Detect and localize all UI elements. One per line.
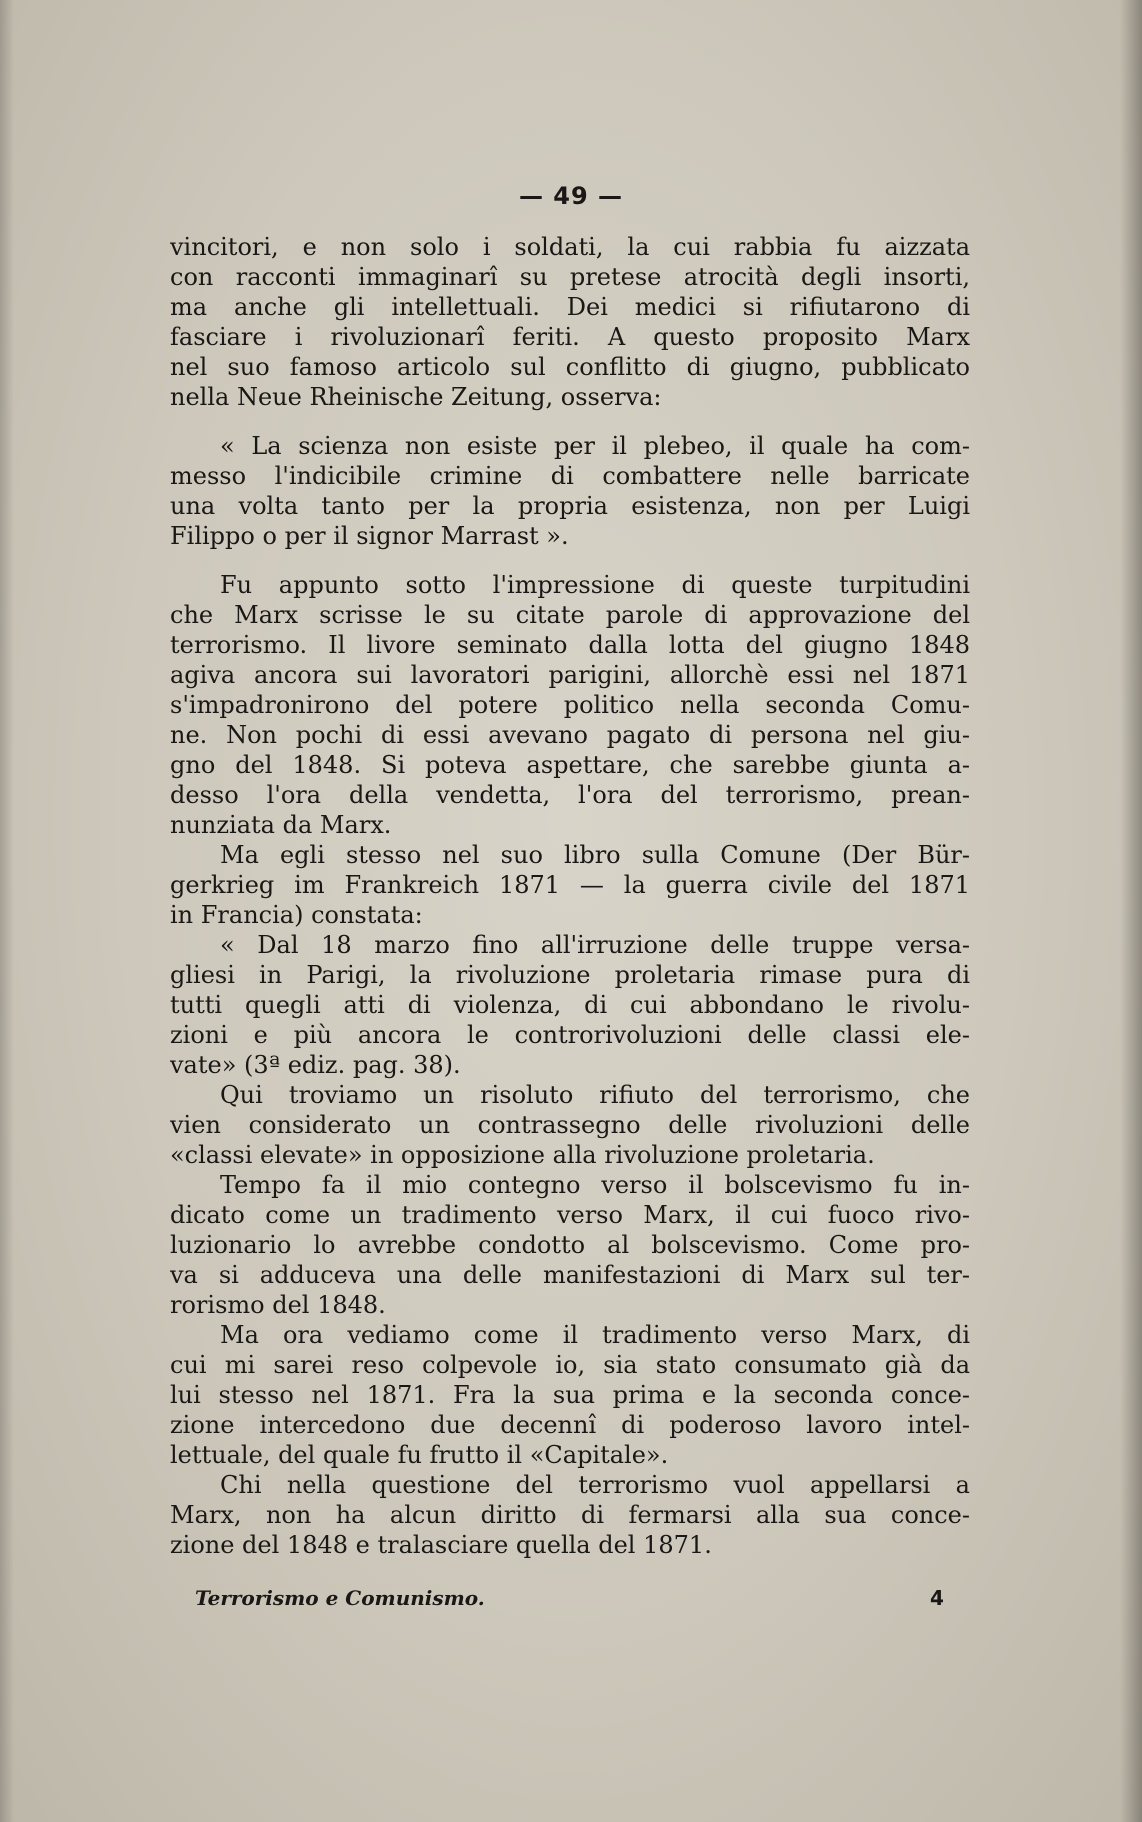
text-line: fasciare i rivoluzionarî feriti. A questo proposito Marx xyxy=(170,323,970,351)
text-line: nel suo famoso articolo sul conflitto di giugno, pubblicato xyxy=(170,353,970,381)
text-line: Fu appunto sotto l'impressione di queste turpitudini xyxy=(220,571,970,599)
text-line: agiva ancora sui lavoratori parigini, allorchè essi nel 1871 xyxy=(170,661,970,689)
text-line: gno del 1848. Si poteva aspettare, che sarebbe giunta a- xyxy=(170,751,970,779)
text-line: «classi elevate» in opposizione alla rivoluzione proletaria. xyxy=(170,1141,875,1169)
text-line: Qui troviamo un risoluto rifiuto del terrorismo, che xyxy=(220,1081,970,1109)
text-line: con racconti immaginarî su pretese atrocità degli insorti, xyxy=(170,263,970,291)
quote-line: tutti quegli atti di violenza, di cui abbondano le rivolu- xyxy=(170,991,970,1019)
quote-line: gliesi in Parigi, la rivoluzione proletaria rimase pura di xyxy=(170,961,970,989)
text-line: zione intercedono due decennî di poderoso lavoro intel- xyxy=(170,1411,970,1439)
quote-line: Filippo o per il signor Marrast ». xyxy=(170,522,569,550)
text-line: lettuale, del quale fu frutto il «Capitale». xyxy=(170,1441,669,1469)
text-line: Ma egli stesso nel suo libro sulla Comune (Der Bür- xyxy=(220,841,970,869)
quote-line: vate» (3ª ediz. pag. 38). xyxy=(170,1051,461,1079)
quote-line: zioni e più ancora le controrivoluzioni delle classi ele- xyxy=(170,1021,970,1049)
text-line: Tempo fa il mio contegno verso il bolscevismo fu in- xyxy=(220,1171,970,1199)
text-line: luzionario lo avrebbe condotto al bolscevismo. Come pro- xyxy=(170,1231,970,1259)
quote-line: messo l'indicibile crimine di combattere nelle barricate xyxy=(170,462,970,490)
text-line: che Marx scrisse le su citate parole di approvazione del xyxy=(170,601,970,629)
text-line: s'impadronirono del potere politico nella seconda Comu- xyxy=(170,691,970,719)
text-line: va si adduceva una delle manifestazioni di Marx sul ter- xyxy=(170,1261,970,1289)
text-line: vien considerato un contrassegno delle rivoluzioni delle xyxy=(170,1111,970,1139)
page-edge-shadow xyxy=(1120,0,1142,1822)
text-line: Chi nella questione del terrorismo vuol appellarsi a xyxy=(220,1471,970,1499)
text-line: gerkrieg im Frankreich 1871 — la guerra civile del 1871 xyxy=(170,871,970,899)
quote-line: una volta tanto per la propria esistenza, non per Luigi xyxy=(170,492,970,520)
text-line: dicato come un tradimento verso Marx, il cui fuoco rivo- xyxy=(170,1201,970,1229)
text-line: in Francia) constata: xyxy=(170,901,423,929)
text-line: ne. Non pochi di essi avevano pagato di persona nel giu- xyxy=(170,721,970,749)
page-number: — 49 — xyxy=(518,182,624,210)
footer-title: Terrorismo e Comunismo. xyxy=(195,1586,485,1610)
text-line: nunziata da Marx. xyxy=(170,811,392,839)
text-line: rorismo del 1848. xyxy=(170,1291,386,1319)
text-line: nella Neue Rheinische Zeitung, osserva: xyxy=(170,383,662,411)
text-line: Ma ora vediamo come il tradimento verso Marx, di xyxy=(220,1321,970,1349)
text-line: zione del 1848 e tralasciare quella del 1871. xyxy=(170,1531,712,1559)
text-line: ma anche gli intellettuali. Dei medici si rifiutarono di xyxy=(170,293,970,321)
text-line: Marx, non ha alcun diritto di fermarsi alla sua conce- xyxy=(170,1501,970,1529)
quote-line: « Dal 18 marzo fino all'irruzione delle truppe versa- xyxy=(220,931,970,959)
text-line: vincitori, e non solo i soldati, la cui rabbia fu aizzata xyxy=(170,233,970,261)
quote-line: « La scienza non esiste per il plebeo, il quale ha com- xyxy=(220,432,970,460)
page-gutter-shadow xyxy=(0,0,14,1822)
text-line: cui mi sarei reso colpevole io, sia stato consumato già da xyxy=(170,1351,970,1379)
body-text xyxy=(170,232,970,1560)
text-line: desso l'ora della vendetta, l'ora del terrorismo, prean- xyxy=(170,781,970,809)
text-line: terrorismo. Il livore seminato dalla lotta del giugno 1848 xyxy=(170,631,970,659)
footer-signature: 4 xyxy=(930,1586,944,1610)
text-line: lui stesso nel 1871. Fra la sua prima e la seconda conce- xyxy=(170,1381,970,1409)
